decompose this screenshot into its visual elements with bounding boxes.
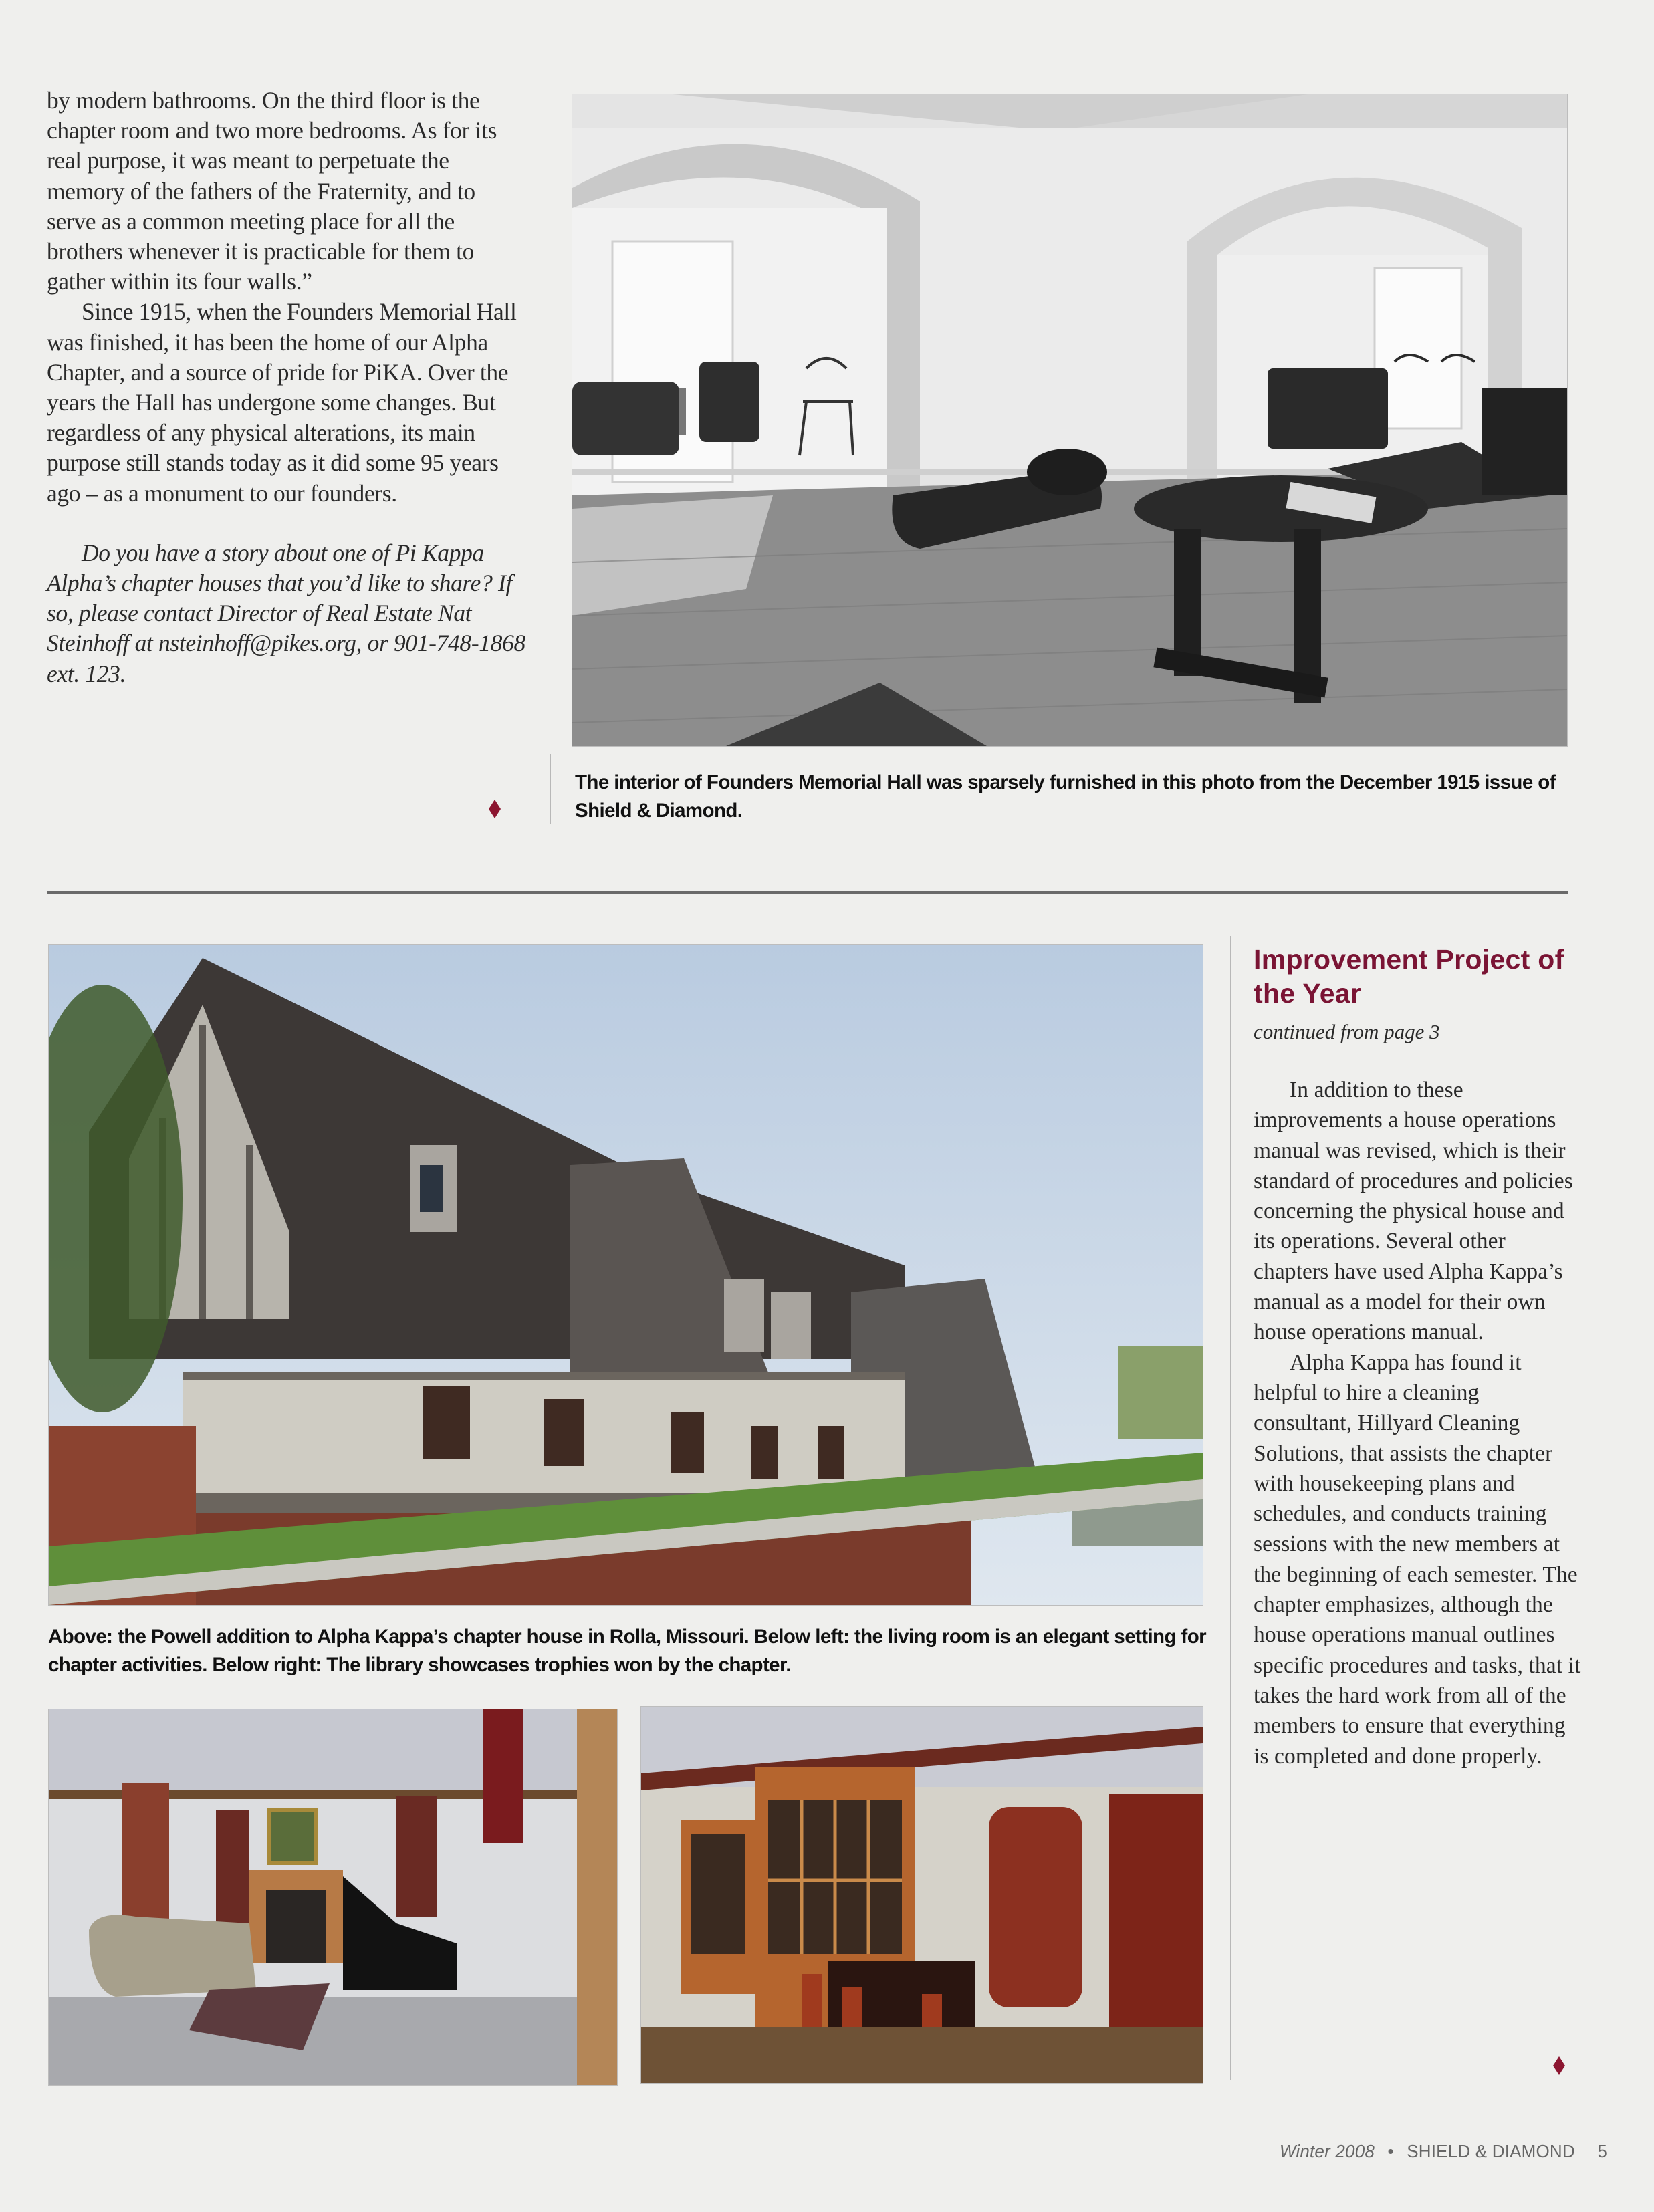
body-paragraph: by modern bathrooms. On the third floor is the chapter room and two more bedrooms. As for its real purpose, it was meant to perpetuate the memory of the fathers of the Fraternity, and to serve as a common meeting place for all the brothers whenever it is practicable for them to gather within its four walls.” [47,87,497,295]
end-of-article-diamond-icon [1553,2056,1565,2075]
photo-illustration [572,94,1567,746]
founders-hall-photo-caption: The interior of Founders Memorial Hall was sparsely furnished in this photo from the December 1915 issue of Shield & Diamond. [575,771,1556,822]
founders-hall-interior-photo [572,94,1568,747]
section-divider-rule [47,891,1568,894]
page-number: 5 [1597,2141,1607,2161]
photo-illustration [49,1709,617,2085]
article-body [1254,1075,1581,1771]
improvement-project-article [1254,943,1581,1771]
body-paragraph: Alpha Kappa has found it helpful to hire a cleaning consultant, Hillyard Cleaning Solutions, that assists the chapter with housekeeping plans and schedules, and conducts training sessions with the new members at the beginning of each semester. The chapter emphasizes, although the house operations manual outlines specific procedures and tasks, that it takes the hard work from all of the members to ensure that everything is completed and done properly. [1254,1350,1581,1769]
chapter-house-photos-caption: Above: the Powell addition to Alpha Kappa’s chapter house in Rolla, Missouri. Below left: the living room is an elegant setting for chapter activities. Below right: The library showcases trophies won by the chapter. [48,1626,1207,1676]
end-of-article-diamond-icon [489,800,501,818]
continued-from-link[interactable]: continued from page 3 [1254,1020,1440,1043]
publication-name: SHIELD & DIAMOND [1407,2141,1575,2161]
contact-callout [47,538,528,689]
library-trophies-photo [640,1706,1203,2084]
body-paragraph: Since 1915, when the Founders Memorial Hall was finished, it has been the home of our Alpha Chapter, and a source of pride for PiKA. Over the years the Hall has undergone some changes. But regardless of any physical alterations, its main purpose still stands today as it did some 95 years ago – as a monument to our founders. [47,298,517,507]
column-divider [1230,936,1231,2080]
callout-text: Do you have a story about one of Pi Kappa Alpha’s chapter houses that you’d like to share? If so, please contact Director of Real Estate Nat Steinhoff at nsteinhoff@pikes.org, or 901-748-1868 ext. 123. [47,539,525,687]
footer-separator: • [1387,2141,1394,2161]
powell-addition-exterior-photo [48,944,1203,1606]
body-paragraph: In addition to these improvements a house operations manual was revised, which is their standard of procedures and policies concerning the physical house and its operations. Several other chapters have used Alpha Kappa’s manual as a model for their own house operations manual. [1254,1078,1573,1345]
article-continuation-column [47,86,528,689]
page-footer [1280,2141,1607,2162]
issue-date: Winter 2008 [1279,2141,1375,2161]
photo-illustration [641,1707,1203,2083]
living-room-photo [48,1709,618,2086]
article-heading: Improvement Project of the Year [1254,944,1564,1009]
column-divider [550,754,551,824]
photo-illustration [49,945,1203,1605]
